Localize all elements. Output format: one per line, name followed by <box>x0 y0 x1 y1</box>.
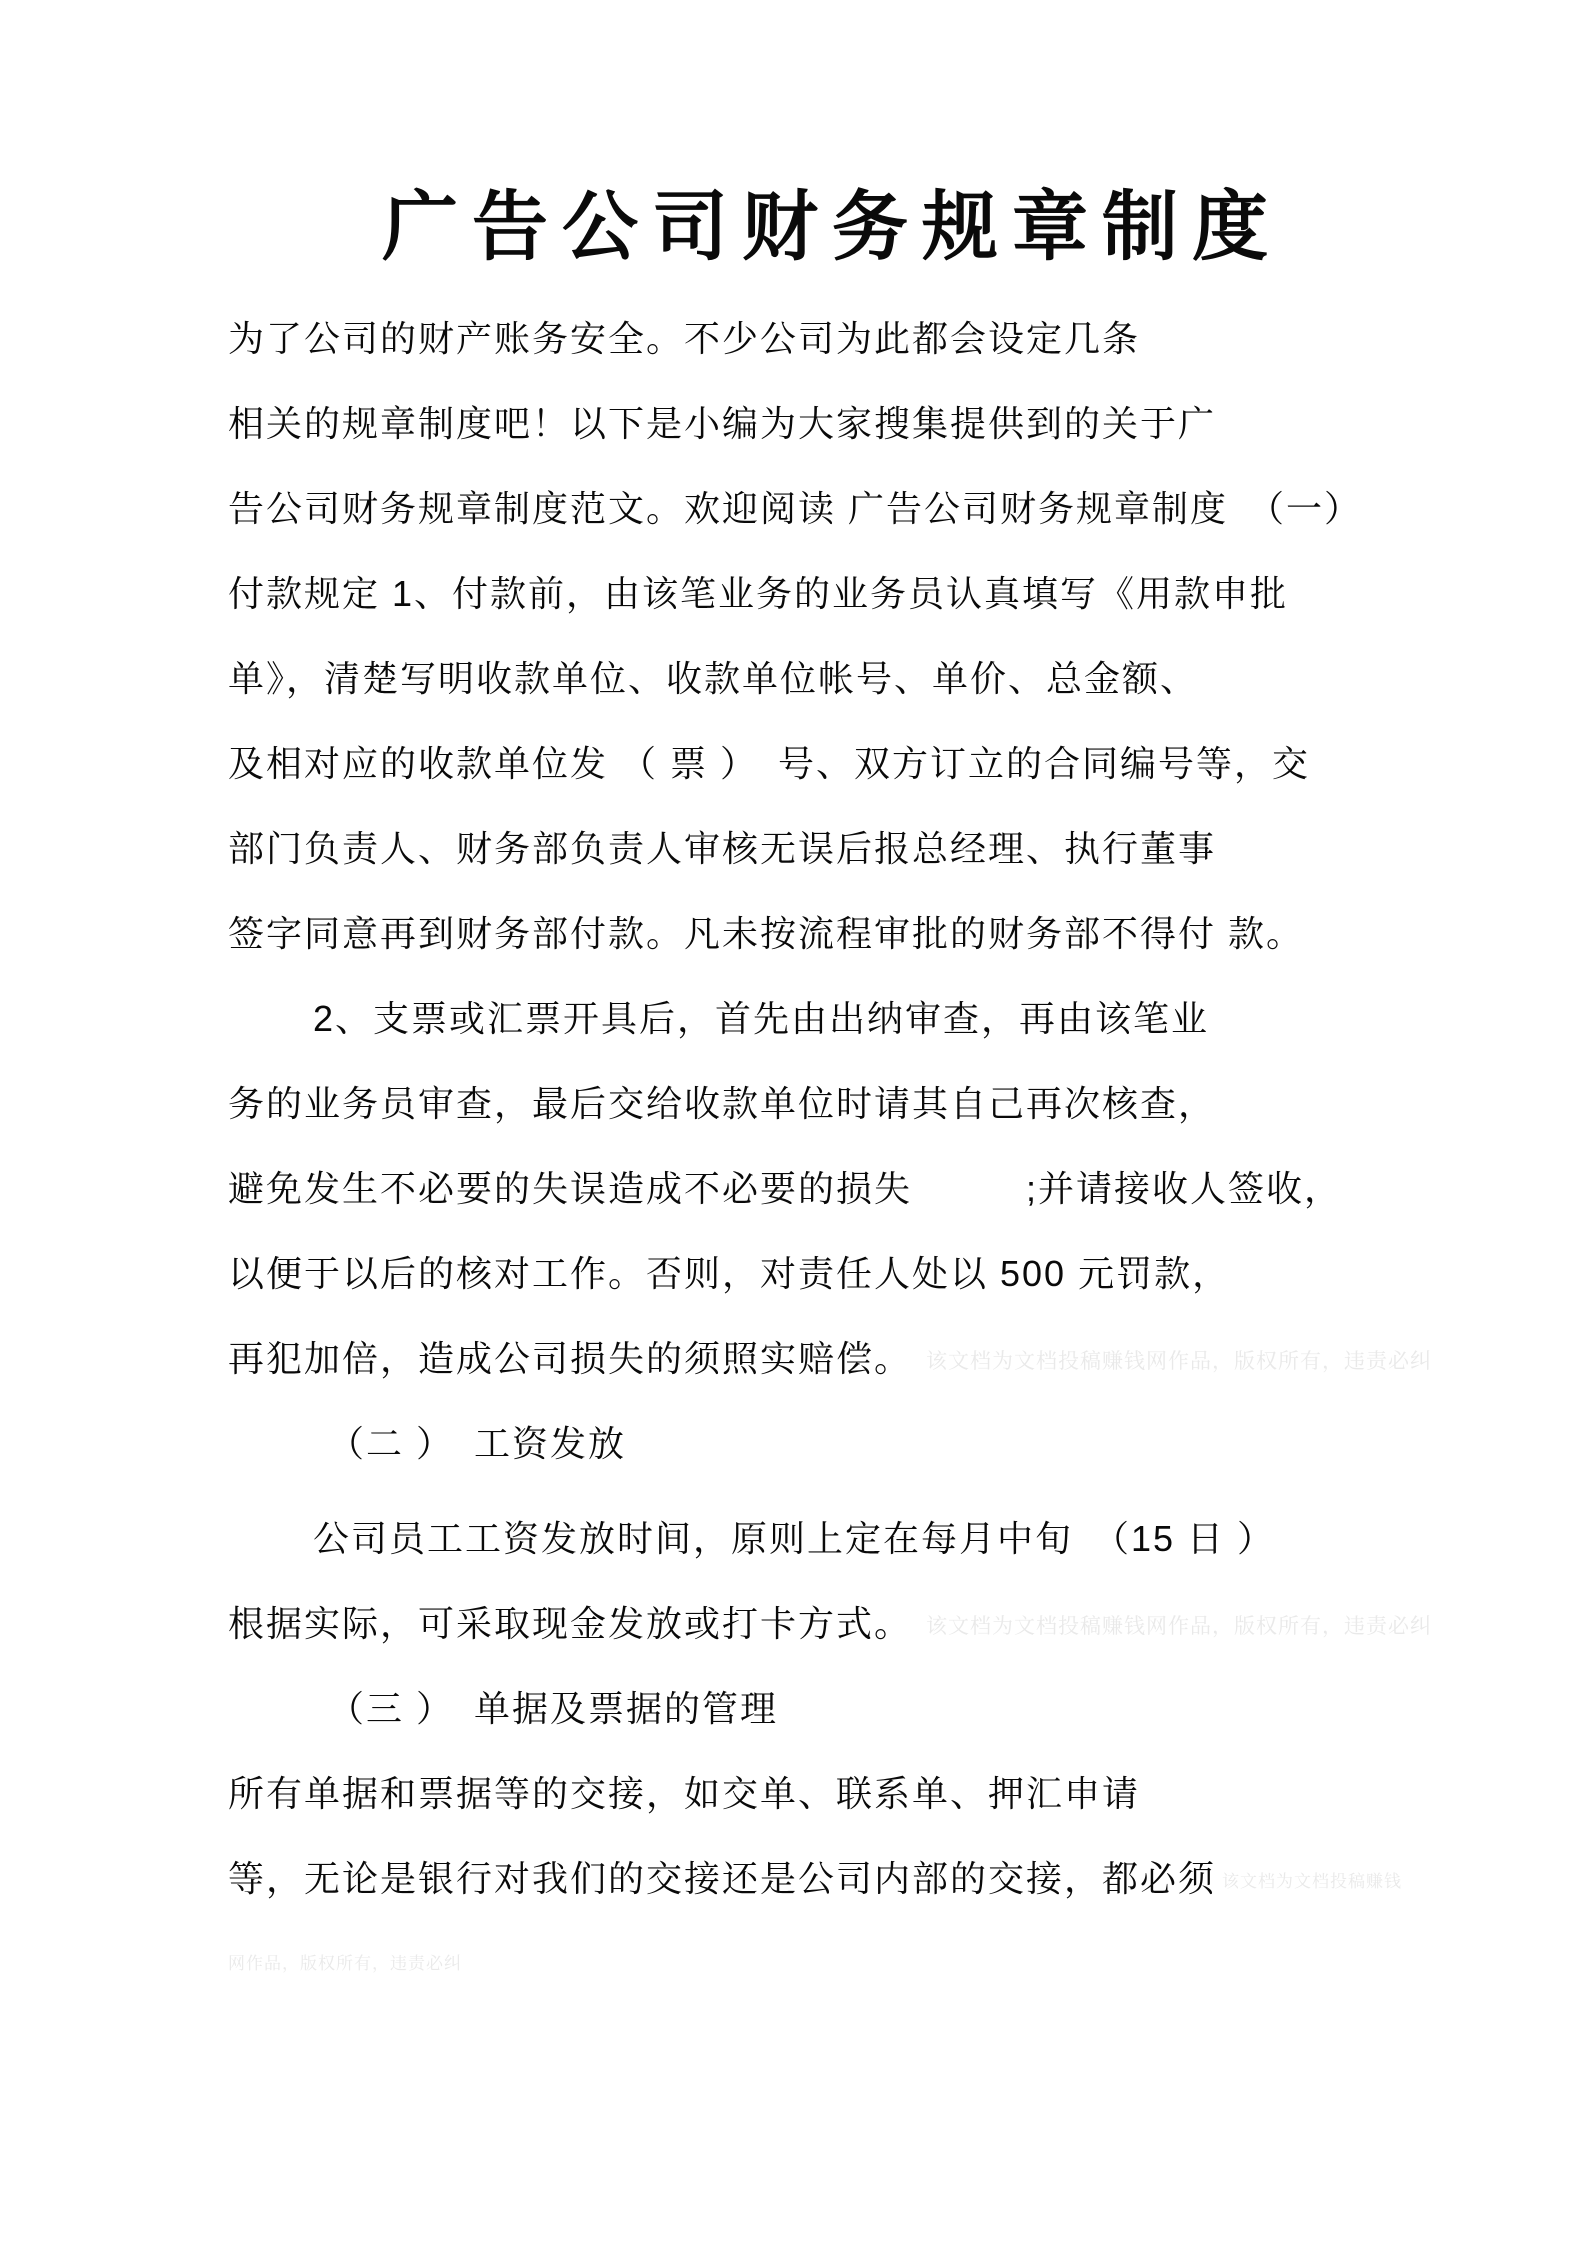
text-line-content: 再犯加倍，造成公司损失的须照实赔偿。 <box>228 1338 913 1379</box>
text-line-content: 所有单据和票据等的交接，如交单、联系单、押汇申请 <box>228 1773 1141 1814</box>
text-line <box>228 1231 1594 1316</box>
text-line-content: 等，无论是银行对我们的交接还是公司内部的交接，都必须 <box>228 1858 1217 1899</box>
text-line <box>228 891 1594 976</box>
text-line-content: （二 ） 工资发放 <box>328 1423 627 1464</box>
text-line <box>228 1581 1594 1666</box>
text-line-content: 相关的规章制度吧！以下是小编为大家搜集提供到的关于广 <box>228 403 1217 444</box>
text-line-content: 2、支票或汇票开具后，首先由出纳审查，再由该笔业 <box>313 998 1210 1039</box>
text-line-content: 及相对应的收款单位发 （ 票 ） 号、双方订立的合同编号等，交 <box>228 743 1311 784</box>
text-line-content: 根据实际，可采取现金发放或打卡方式。 <box>228 1603 913 1644</box>
watermark-text: 该文档为文档投稿赚钱网作品，版权所有，违责必纠 <box>926 1614 1433 1638</box>
watermark-text: 该文档为文档投稿赚钱网作品，版权所有，违责必纠 <box>926 1349 1433 1373</box>
section-heading <box>228 1666 1594 1751</box>
text-line-content: 为了公司的财产账务安全。不少公司为此都会设定几条 <box>228 318 1141 359</box>
text-line <box>228 551 1594 636</box>
text-line-content: 签字同意再到财务部付款。凡未按流程审批的财务部不得付 款。 <box>228 913 1305 954</box>
section-heading <box>228 1401 1594 1486</box>
watermark-text: 该文档为文档投稿赚钱 <box>1222 1871 1403 1891</box>
text-line-content: 避免发生不必要的失误造成不必要的损失 ;并请接收人签收， <box>228 1168 1343 1209</box>
text-line-indented <box>228 1496 1594 1581</box>
text-line <box>228 1751 1594 1836</box>
text-line <box>228 721 1594 806</box>
text-line <box>228 1061 1594 1146</box>
text-line <box>228 1316 1594 1401</box>
watermark-text: 网作品，版权所有，违责必纠 <box>228 1954 462 1973</box>
text-line-content: 务的业务员审查，最后交给收款单位时请其自己再次核查， <box>228 1083 1217 1124</box>
text-line <box>228 806 1594 891</box>
text-line <box>228 1146 1594 1231</box>
text-line-content: 告公司财务规章制度范文。欢迎阅读 广告公司财务规章制度 （一） <box>228 488 1363 529</box>
watermark-line <box>228 1921 1594 2006</box>
text-line-content: （三 ） 单据及票据的管理 <box>328 1688 779 1729</box>
text-line-content: 付款规定 1、付款前，由该笔业务的业务员认真填写《用款申批 <box>228 573 1289 614</box>
text-line-content: 以便于以后的核对工作。否则，对责任人处以 500 元罚款， <box>228 1253 1231 1294</box>
text-line-content: 部门负责人、财务部负责人审核无误后报总经理、执行董事 <box>228 828 1217 869</box>
text-line <box>228 466 1594 551</box>
document-title: 广告公司财务规章制度 <box>382 185 1282 270</box>
text-line <box>228 296 1594 381</box>
text-line <box>228 636 1594 721</box>
text-line-content: 公司员工工资发放时间，原则上定在每月中旬 （15 日 ） <box>313 1518 1276 1559</box>
text-line-content: 单》，清楚写明收款单位、收款单位帐号、单价、总金额、 <box>228 658 1199 699</box>
text-line-indented <box>228 976 1594 1061</box>
text-line <box>228 381 1594 466</box>
text-line <box>228 1836 1594 1921</box>
document-body <box>0 296 1594 2006</box>
